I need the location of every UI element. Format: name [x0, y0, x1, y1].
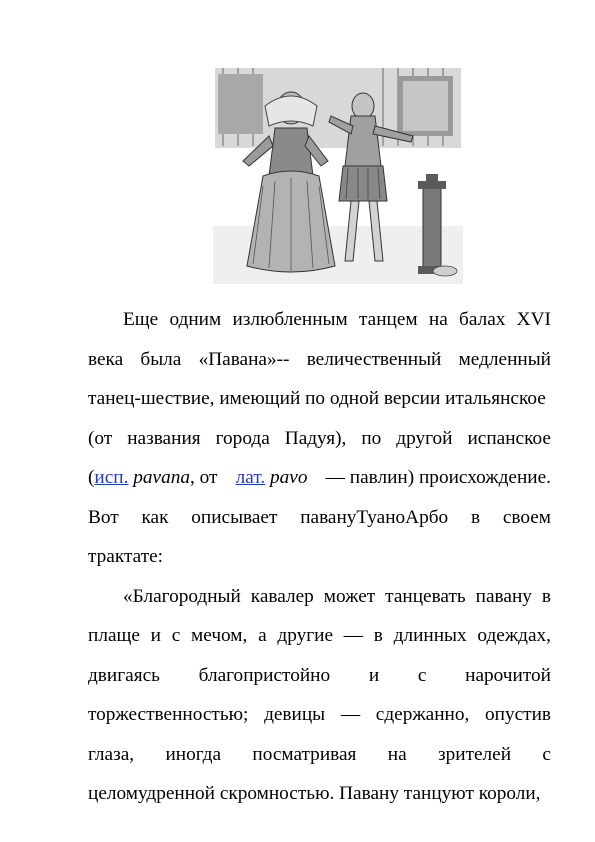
latin-abbrev-link[interactable]: лат.: [235, 467, 266, 488]
word: века: [88, 348, 124, 370]
comma-ot-text: , от: [190, 467, 218, 488]
word: и: [368, 664, 380, 686]
word: другой: [396, 427, 453, 449]
word: в: [470, 506, 481, 528]
word: —: [343, 625, 364, 646]
word: описывает: [191, 506, 278, 528]
word: сдержанно,: [375, 704, 470, 725]
word: опустив: [484, 704, 551, 725]
word: на: [387, 743, 407, 765]
line5-part-b: [236, 458, 308, 498]
word: двигаясь: [88, 664, 160, 686]
word: «Благородный: [123, 585, 241, 607]
text-line-4: [88, 419, 551, 459]
word: длинных: [393, 625, 467, 646]
word: XVI: [516, 309, 551, 330]
word: по: [361, 427, 382, 449]
word: с: [171, 625, 181, 646]
word: а: [258, 625, 267, 646]
word: (от: [88, 427, 113, 449]
text-line-7: [88, 537, 551, 577]
word: —: [340, 704, 361, 725]
line5-rest: — павлин) происхождение.: [325, 467, 551, 488]
word: павануТуаноАрбо: [300, 506, 449, 528]
word: зрителей: [438, 743, 512, 765]
word: медленный: [458, 348, 551, 370]
text-line-6: [88, 498, 551, 538]
pavane-engraving-image: [213, 66, 463, 284]
text-line-2: [88, 340, 551, 380]
body-text: [88, 300, 551, 814]
word: мечом,: [191, 625, 248, 646]
pavana-word: pavana: [133, 467, 191, 488]
quote-line-6: [88, 774, 551, 814]
word: Еще: [123, 309, 159, 330]
quote-line-3: [88, 656, 551, 696]
word: глаза,: [88, 743, 135, 765]
word: павану: [475, 585, 532, 607]
spanish-abbrev-link[interactable]: исп.: [94, 467, 129, 488]
word: Падуя),: [284, 427, 347, 449]
open-paren: (: [88, 467, 95, 488]
word: испанское: [467, 427, 551, 449]
word: девицы: [264, 704, 326, 725]
word: с: [417, 664, 427, 686]
text-line-1: [88, 300, 551, 340]
word: своем: [502, 506, 551, 528]
word: излюбленным: [232, 309, 348, 330]
dancers-illustration-icon: [213, 66, 463, 284]
word: названия: [127, 427, 201, 449]
word: иногда: [165, 743, 222, 765]
line-text: трактате:: [88, 546, 164, 567]
word: величественный: [306, 348, 442, 370]
word: балах: [459, 309, 506, 330]
quote-line-5: [88, 735, 551, 775]
word: плаще: [88, 625, 140, 646]
word: нарочитой: [465, 664, 551, 686]
text-line-5: [88, 458, 551, 498]
word: в: [373, 625, 383, 646]
word: благопристойно: [198, 664, 331, 686]
line-text: танец-шествие, имеющий по одной версии итальянское: [88, 388, 546, 409]
word: торжественностью;: [88, 704, 249, 725]
word: другие: [277, 625, 334, 646]
word: танцем: [358, 309, 418, 330]
word: на: [428, 309, 448, 330]
line5-part-a: [88, 458, 217, 498]
word: и: [150, 625, 161, 646]
quote-line-4: [88, 695, 551, 735]
word: города: [215, 427, 270, 449]
word: может: [323, 585, 376, 607]
quote-line-1: [88, 577, 551, 617]
word: была: [140, 348, 182, 370]
word: с: [542, 743, 551, 765]
text-line-3: [88, 379, 551, 419]
word: в: [541, 585, 551, 607]
word: Вот: [88, 506, 119, 528]
word: одним: [169, 309, 222, 330]
word: посматривая: [252, 743, 357, 765]
line-text: целомудренной скромностью. Павану танцуют короли,: [88, 783, 541, 804]
word: кавалер: [250, 585, 314, 607]
quote-line-2: [88, 616, 551, 656]
word: одеждах,: [477, 625, 551, 646]
word: как: [141, 506, 169, 528]
word: «Павана»--: [198, 348, 290, 370]
word: танцевать: [385, 585, 466, 607]
pavo-word: pavo: [269, 467, 308, 488]
